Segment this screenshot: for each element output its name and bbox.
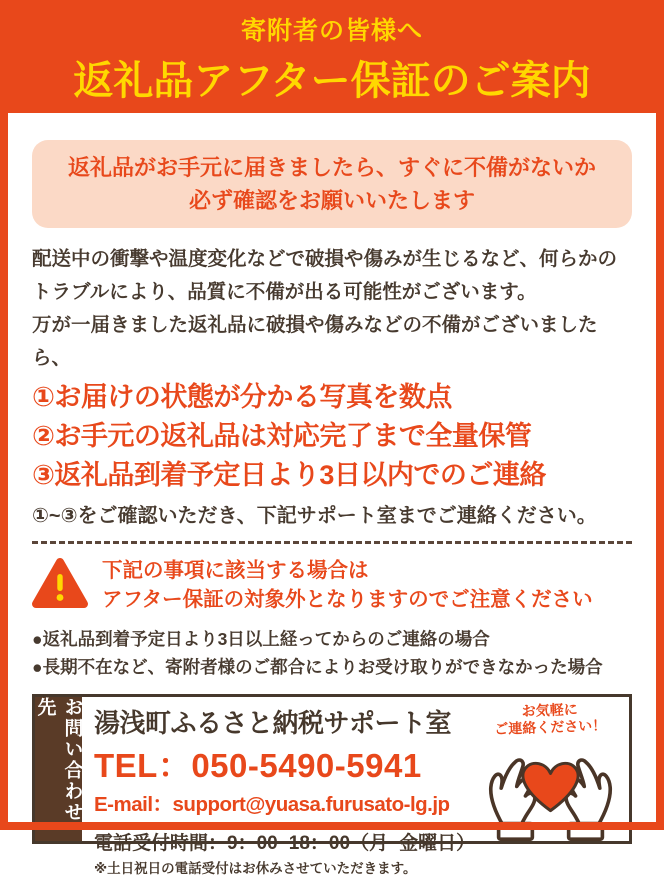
warning-block — [32, 556, 632, 614]
required-steps-list — [32, 378, 632, 495]
contact-hours: 電話受付時間：9：00~18：00（月~金曜日） — [94, 833, 476, 854]
contact-note: ※土日祝日の電話受付はお休みさせていただきます。 — [94, 861, 417, 876]
notice-line-2: 必ず確認をお願いいたします — [188, 188, 475, 213]
contact-label: お問い合わせ先 — [34, 697, 83, 823]
callout-line-2: ご連絡ください！ — [494, 717, 607, 737]
warning-text — [102, 556, 593, 614]
contact-box — [32, 694, 632, 876]
dashed-divider — [32, 541, 632, 544]
header-subtitle: 寄附者の皆様へ — [240, 17, 423, 45]
body-line-2: トラブルにより、品質に不備が出る可能性がございます。 — [32, 281, 537, 303]
content-area — [0, 140, 664, 876]
contact-illustration — [471, 697, 629, 841]
body-line-3: 万が一届きました返礼品に破損や傷みなどの不備がございましたら、 — [32, 314, 598, 369]
contact-label-strip — [35, 697, 82, 841]
body-line-1: 配送中の衝撃や温度変化などで破損や傷みが生じるなど、何らかの — [32, 248, 618, 270]
exclusion-list — [32, 625, 632, 681]
warning-line-1: 下記の事項に該当する場合は — [102, 559, 369, 582]
notice-box — [32, 140, 632, 228]
contact-office-name: 湯浅町ふるさと納税サポート室 — [94, 708, 452, 738]
header-banner — [0, 0, 664, 113]
contact-phone[interactable]: TEL：050-5490-5941 — [94, 747, 422, 784]
step-item-3: ③返礼品到着予定日より3日以内でのご連絡 — [32, 460, 546, 490]
warning-line-2: アフター保証の対象外となりますのでご注意ください — [102, 588, 593, 611]
step-item-1: ①お届けの状態が分かる写真を数点 — [32, 382, 452, 412]
step-item-2: ②お手元の返礼品は対応完了まで全量保管 — [32, 421, 532, 451]
body-paragraph — [32, 243, 632, 375]
page-title: 返礼品アフター保証のご案内 — [73, 59, 591, 103]
notice-line-1: 返礼品がお手元に届きましたら、すぐに不備がないか — [67, 155, 596, 180]
contact-details — [82, 697, 476, 876]
confirm-instruction: ①~③をご確認いただき、下記サポート室までご連絡ください。 — [32, 505, 597, 527]
hands-heart-icon — [477, 737, 624, 841]
contact-email[interactable]: E-mail：support@yuasa.furusato-lg.jp — [94, 793, 450, 816]
callout-text — [493, 700, 606, 738]
callout-line-1: お気軽に — [521, 701, 578, 719]
exclusion-item-1: ●返礼品到着予定日より3日以上経ってからのご連絡の場合 — [32, 629, 490, 649]
contact-divider — [94, 822, 463, 824]
warning-triangle-icon — [32, 557, 88, 614]
exclusion-item-2: ●長期不在など、寄附者様のご都合によりお受け取りができなかった場合 — [32, 657, 603, 677]
